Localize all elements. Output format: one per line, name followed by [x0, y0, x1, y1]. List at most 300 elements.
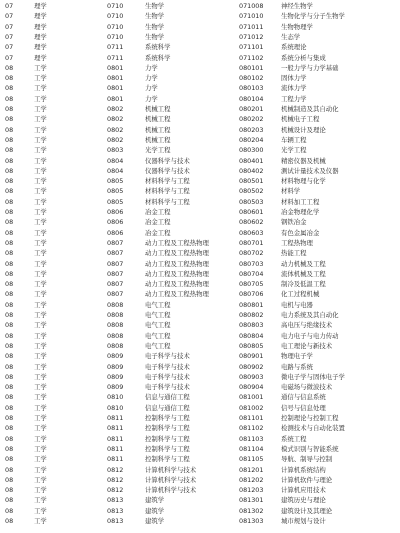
second-level-name-cell: 高电压与绝缘技术	[281, 321, 333, 330]
first-level-name-cell: 电子科学与技术	[145, 383, 190, 392]
category-name-cell: 工学	[34, 218, 47, 227]
second-level-code-cell: 080801	[239, 300, 264, 309]
category-name-cell: 工学	[34, 280, 47, 289]
second-level-code-cell: 080203	[239, 125, 264, 134]
category-code-cell: 08	[5, 424, 14, 433]
category-name-cell: 工学	[34, 300, 47, 309]
second-level-name-cell: 一般力学与力学基础	[281, 63, 339, 72]
first-level-code-cell: 0809	[107, 352, 124, 361]
first-level-code-cell: 0803	[107, 146, 124, 155]
category-code-cell: 08	[5, 177, 14, 186]
first-level-name-cell: 计算机科学与技术	[145, 475, 197, 484]
category-code-cell: 08	[5, 341, 14, 350]
first-level-code-cell: 0805	[107, 177, 124, 186]
first-level-code-cell: 0813	[107, 517, 124, 525]
category-code-cell: 08	[5, 290, 14, 299]
first-level-name-cell: 力学	[145, 63, 158, 72]
category-code-cell: 08	[5, 105, 14, 113]
category-code-cell: 08	[5, 156, 14, 165]
category-name-cell: 工学	[34, 465, 47, 474]
second-level-name-cell: 电工理论与新技术	[281, 341, 333, 350]
second-level-name-cell: 信号与信息处理	[281, 403, 326, 412]
category-code-cell: 08	[5, 331, 14, 340]
first-level-code-cell: 0811	[107, 444, 124, 453]
second-level-name-cell: 城市规划与设计	[281, 517, 326, 525]
first-level-name-cell: 动力工程及工程热物理	[145, 249, 209, 258]
second-level-name-cell: 机械电子工程	[281, 115, 320, 124]
second-level-code-cell: 071011	[239, 22, 264, 31]
second-level-name-cell: 工程热物理	[281, 238, 313, 247]
second-level-name-cell: 精密仪器及机械	[281, 156, 326, 165]
first-level-name-cell: 建筑学	[145, 496, 165, 505]
second-level-code-cell: 080204	[239, 135, 264, 144]
first-level-code-cell: 0802	[107, 125, 124, 134]
second-level-code-cell: 080503	[239, 197, 264, 206]
second-level-code-cell: 080701	[239, 238, 264, 247]
first-level-code-cell: 0710	[107, 2, 124, 10]
second-level-name-cell: 固体力学	[281, 74, 307, 83]
first-level-name-cell: 信息与通信工程	[145, 393, 190, 402]
table-row	[0, 516, 400, 528]
first-level-code-cell: 0811	[107, 414, 124, 422]
second-level-code-cell: 080401	[239, 156, 264, 165]
second-level-code-cell: 071012	[239, 32, 264, 41]
second-level-name-cell: 机械设计及理论	[281, 125, 326, 134]
second-level-code-cell: 081105	[239, 455, 264, 464]
category-name-cell: 工学	[34, 197, 47, 206]
first-level-code-cell: 0808	[107, 331, 124, 340]
category-name-cell: 理学	[34, 12, 47, 21]
category-code-cell: 08	[5, 187, 14, 196]
category-name-cell: 工学	[34, 383, 47, 392]
second-level-name-cell: 通信与信息系统	[281, 393, 326, 402]
second-level-name-cell: 计算机软件与理论	[281, 475, 333, 484]
second-level-code-cell: 081002	[239, 403, 264, 412]
first-level-code-cell: 0807	[107, 280, 124, 289]
category-code-cell: 08	[5, 94, 14, 103]
category-name-cell: 工学	[34, 135, 47, 144]
first-level-name-cell: 动力工程及工程热物理	[145, 269, 209, 278]
first-level-name-cell: 控制科学与工程	[145, 414, 190, 422]
first-level-code-cell: 0807	[107, 249, 124, 258]
second-level-name-cell: 计算机系统结构	[281, 465, 326, 474]
category-code-cell: 07	[5, 32, 14, 41]
second-level-name-cell: 检测技术与自动化装置	[281, 424, 345, 433]
category-name-cell: 工学	[34, 424, 47, 433]
first-level-code-cell: 0710	[107, 12, 124, 21]
second-level-name-cell: 生物物理学	[281, 22, 313, 31]
category-name-cell: 工学	[34, 393, 47, 402]
category-name-cell: 工学	[34, 259, 47, 268]
first-level-code-cell: 0711	[107, 53, 124, 62]
category-name-cell: 工学	[34, 455, 47, 464]
first-level-code-cell: 0801	[107, 74, 124, 83]
category-name-cell: 理学	[34, 32, 47, 41]
first-level-code-cell: 0810	[107, 393, 124, 402]
first-level-name-cell: 动力工程及工程热物理	[145, 238, 209, 247]
second-level-code-cell: 080805	[239, 341, 264, 350]
category-name-cell: 工学	[34, 63, 47, 72]
first-level-name-cell: 电气工程	[145, 321, 171, 330]
category-code-cell: 08	[5, 444, 14, 453]
first-level-code-cell: 0812	[107, 486, 124, 495]
category-code-cell: 08	[5, 372, 14, 381]
second-level-name-cell: 电力系统及其自动化	[281, 311, 339, 319]
category-code-cell: 08	[5, 506, 14, 515]
first-level-code-cell: 0802	[107, 135, 124, 144]
second-level-code-cell: 080101	[239, 63, 264, 72]
first-level-name-cell: 电气工程	[145, 341, 171, 350]
second-level-code-cell: 080201	[239, 105, 264, 113]
second-level-name-cell: 模式识别与智能系统	[281, 444, 339, 453]
category-code-cell: 08	[5, 249, 14, 258]
second-level-name-cell: 系统工程	[281, 434, 307, 443]
first-level-code-cell: 0808	[107, 311, 124, 319]
category-code-cell: 08	[5, 197, 14, 206]
first-level-code-cell: 0811	[107, 424, 124, 433]
second-level-code-cell: 081201	[239, 465, 264, 474]
category-code-cell: 08	[5, 84, 14, 93]
first-level-code-cell: 0808	[107, 341, 124, 350]
category-code-cell: 08	[5, 125, 14, 134]
category-code-cell: 08	[5, 362, 14, 371]
first-level-code-cell: 0808	[107, 300, 124, 309]
category-code-cell: 07	[5, 43, 14, 52]
category-code-cell: 08	[5, 280, 14, 289]
second-level-name-cell: 材料物理与化学	[281, 177, 326, 186]
first-level-code-cell: 0810	[107, 403, 124, 412]
category-name-cell: 工学	[34, 486, 47, 495]
category-name-cell: 工学	[34, 94, 47, 103]
first-level-name-cell: 电子科学与技术	[145, 362, 190, 371]
category-code-cell: 08	[5, 486, 14, 495]
first-level-name-cell: 电子科学与技术	[145, 372, 190, 381]
category-code-cell: 08	[5, 238, 14, 247]
first-level-code-cell: 0806	[107, 218, 124, 227]
category-name-cell: 工学	[34, 74, 47, 83]
second-level-code-cell: 080804	[239, 331, 264, 340]
category-code-cell: 07	[5, 53, 14, 62]
second-level-code-cell: 071101	[239, 43, 264, 52]
second-level-name-cell: 系统理论	[281, 43, 307, 52]
first-level-code-cell: 0710	[107, 22, 124, 31]
category-name-cell: 工学	[34, 372, 47, 381]
category-name-cell: 理学	[34, 43, 47, 52]
second-level-code-cell: 080704	[239, 269, 264, 278]
second-level-code-cell: 080904	[239, 383, 264, 392]
category-name-cell: 工学	[34, 238, 47, 247]
category-name-cell: 工学	[34, 228, 47, 237]
first-level-name-cell: 信息与通信工程	[145, 403, 190, 412]
second-level-code-cell: 081102	[239, 424, 264, 433]
first-level-code-cell: 0801	[107, 94, 124, 103]
category-name-cell: 工学	[34, 321, 47, 330]
category-name-cell: 理学	[34, 2, 47, 10]
first-level-name-cell: 冶金工程	[145, 218, 171, 227]
first-level-code-cell: 0807	[107, 238, 124, 247]
second-level-name-cell: 钢铁冶金	[281, 218, 307, 227]
first-level-code-cell: 0812	[107, 475, 124, 484]
category-code-cell: 08	[5, 352, 14, 361]
category-code-cell: 08	[5, 63, 14, 72]
second-level-code-cell: 080803	[239, 321, 264, 330]
first-level-name-cell: 仪器科学与技术	[145, 166, 190, 175]
first-level-name-cell: 电气工程	[145, 300, 171, 309]
second-level-name-cell: 物理电子学	[281, 352, 313, 361]
first-level-name-cell: 电气工程	[145, 311, 171, 319]
second-level-name-cell: 材料学	[281, 187, 301, 196]
first-level-name-cell: 生物学	[145, 22, 165, 31]
first-level-name-cell: 系统科学	[145, 53, 171, 62]
category-name-cell: 工学	[34, 341, 47, 350]
second-level-name-cell: 机械制造及其自动化	[281, 105, 339, 113]
category-name-cell: 工学	[34, 362, 47, 371]
second-level-name-cell: 化工过程机械	[281, 290, 320, 299]
first-level-name-cell: 控制科学与工程	[145, 424, 190, 433]
category-name-cell: 工学	[34, 105, 47, 113]
second-level-code-cell: 080802	[239, 311, 264, 319]
category-name-cell: 工学	[34, 249, 47, 258]
category-name-cell: 工学	[34, 115, 47, 124]
second-level-name-cell: 有色金属冶金	[281, 228, 320, 237]
first-level-code-cell: 0804	[107, 166, 124, 175]
first-level-name-cell: 建筑学	[145, 517, 165, 525]
category-code-cell: 08	[5, 259, 14, 268]
first-level-name-cell: 动力工程及工程热物理	[145, 259, 209, 268]
first-level-code-cell: 0809	[107, 383, 124, 392]
first-level-code-cell: 0807	[107, 269, 124, 278]
category-code-cell: 07	[5, 2, 14, 10]
second-level-name-cell: 建筑历史与理论	[281, 496, 326, 505]
second-level-code-cell: 081302	[239, 506, 264, 515]
first-level-name-cell: 冶金工程	[145, 228, 171, 237]
second-level-code-cell: 081104	[239, 444, 264, 453]
first-level-name-cell: 机械工程	[145, 105, 171, 113]
first-level-name-cell: 系统科学	[145, 43, 171, 52]
category-code-cell: 08	[5, 475, 14, 484]
first-level-code-cell: 0811	[107, 455, 124, 464]
second-level-code-cell: 080300	[239, 146, 264, 155]
first-level-name-cell: 仪器科学与技术	[145, 156, 190, 165]
second-level-name-cell: 测试计量技术及仪器	[281, 166, 339, 175]
category-code-cell: 08	[5, 74, 14, 83]
category-name-cell: 工学	[34, 496, 47, 505]
category-code-cell: 08	[5, 208, 14, 216]
second-level-code-cell: 081001	[239, 393, 264, 402]
category-code-cell: 08	[5, 496, 14, 505]
second-level-code-cell: 080601	[239, 208, 264, 216]
second-level-code-cell: 081101	[239, 414, 264, 422]
category-name-cell: 理学	[34, 22, 47, 31]
second-level-name-cell: 计算机应用技术	[281, 486, 326, 495]
second-level-name-cell: 建筑设计及其理论	[281, 506, 333, 515]
first-level-name-cell: 电子科学与技术	[145, 352, 190, 361]
first-level-name-cell: 机械工程	[145, 135, 171, 144]
second-level-name-cell: 电路与系统	[281, 362, 313, 371]
category-name-cell: 工学	[34, 125, 47, 134]
second-level-code-cell: 081203	[239, 486, 264, 495]
first-level-code-cell: 0802	[107, 105, 124, 113]
second-level-name-cell: 车辆工程	[281, 135, 307, 144]
category-name-cell: 工学	[34, 84, 47, 93]
second-level-code-cell: 080903	[239, 372, 264, 381]
category-name-cell: 理学	[34, 53, 47, 62]
second-level-code-cell: 080706	[239, 290, 264, 299]
second-level-code-cell: 081103	[239, 434, 264, 443]
second-level-name-cell: 热能工程	[281, 249, 307, 258]
first-level-code-cell: 0805	[107, 187, 124, 196]
second-level-code-cell: 080702	[239, 249, 264, 258]
first-level-name-cell: 计算机科学与技术	[145, 465, 197, 474]
second-level-code-cell: 080103	[239, 84, 264, 93]
first-level-name-cell: 冶金工程	[145, 208, 171, 216]
second-level-code-cell: 080901	[239, 352, 264, 361]
first-level-code-cell: 0806	[107, 208, 124, 216]
category-code-cell: 08	[5, 321, 14, 330]
second-level-name-cell: 工程力学	[281, 94, 307, 103]
category-code-cell: 08	[5, 403, 14, 412]
second-level-name-cell: 电机与电器	[281, 300, 313, 309]
first-level-name-cell: 材料科学与工程	[145, 187, 190, 196]
category-name-cell: 工学	[34, 156, 47, 165]
first-level-code-cell: 0805	[107, 197, 124, 206]
first-level-name-cell: 机械工程	[145, 115, 171, 124]
second-level-name-cell: 电磁场与微波技术	[281, 383, 333, 392]
second-level-name-cell: 微电子学与固体电子学	[281, 372, 345, 381]
first-level-code-cell: 0807	[107, 259, 124, 268]
first-level-name-cell: 动力工程及工程热物理	[145, 290, 209, 299]
category-name-cell: 工学	[34, 208, 47, 216]
category-name-cell: 工学	[34, 290, 47, 299]
second-level-name-cell: 动力机械及工程	[281, 259, 326, 268]
first-level-code-cell: 0806	[107, 228, 124, 237]
first-level-code-cell: 0808	[107, 321, 124, 330]
category-name-cell: 工学	[34, 517, 47, 525]
category-name-cell: 工学	[34, 269, 47, 278]
first-level-name-cell: 计算机科学与技术	[145, 486, 197, 495]
second-level-name-cell: 生态学	[281, 32, 301, 41]
second-level-code-cell: 080902	[239, 362, 264, 371]
first-level-name-cell: 力学	[145, 94, 158, 103]
first-level-code-cell: 0813	[107, 496, 124, 505]
category-name-cell: 工学	[34, 166, 47, 175]
category-code-cell: 08	[5, 465, 14, 474]
second-level-code-cell: 081303	[239, 517, 264, 525]
category-code-cell: 08	[5, 135, 14, 144]
second-level-name-cell: 流体机械及工程	[281, 269, 326, 278]
category-code-cell: 08	[5, 434, 14, 443]
second-level-code-cell: 080402	[239, 166, 264, 175]
second-level-code-cell: 081202	[239, 475, 264, 484]
second-level-name-cell: 冶金物理化学	[281, 208, 320, 216]
category-code-cell: 08	[5, 146, 14, 155]
first-level-code-cell: 0813	[107, 506, 124, 515]
category-name-cell: 工学	[34, 187, 47, 196]
category-code-cell: 08	[5, 311, 14, 319]
first-level-code-cell: 0801	[107, 84, 124, 93]
category-code-cell: 08	[5, 228, 14, 237]
category-name-cell: 工学	[34, 475, 47, 484]
first-level-name-cell: 生物学	[145, 12, 165, 21]
second-level-code-cell: 071008	[239, 2, 264, 10]
category-code-cell: 07	[5, 12, 14, 21]
first-level-name-cell: 生物学	[145, 32, 165, 41]
first-level-code-cell: 0812	[107, 465, 124, 474]
second-level-name-cell: 制冷及低温工程	[281, 280, 326, 289]
first-level-code-cell: 0809	[107, 362, 124, 371]
category-code-cell: 08	[5, 383, 14, 392]
second-level-code-cell: 080202	[239, 115, 264, 124]
second-level-code-cell: 080102	[239, 74, 264, 83]
second-level-name-cell: 控制理论与控制工程	[281, 414, 339, 422]
first-level-code-cell: 0710	[107, 32, 124, 41]
category-code-cell: 07	[5, 22, 14, 31]
first-level-code-cell: 0711	[107, 43, 124, 52]
first-level-name-cell: 材料科学与工程	[145, 177, 190, 186]
category-name-cell: 工学	[34, 177, 47, 186]
second-level-code-cell: 080501	[239, 177, 264, 186]
second-level-code-cell: 071102	[239, 53, 264, 62]
first-level-code-cell: 0811	[107, 434, 124, 443]
second-level-code-cell: 081301	[239, 496, 264, 505]
second-level-name-cell: 系统分析与集成	[281, 53, 326, 62]
category-name-cell: 工学	[34, 311, 47, 319]
category-name-cell: 工学	[34, 444, 47, 453]
first-level-code-cell: 0804	[107, 156, 124, 165]
category-code-cell: 08	[5, 300, 14, 309]
second-level-name-cell: 电力电子与电力传动	[281, 331, 339, 340]
category-code-cell: 08	[5, 414, 14, 422]
category-code-cell: 08	[5, 269, 14, 278]
first-level-name-cell: 电气工程	[145, 331, 171, 340]
first-level-name-cell: 光学工程	[145, 146, 171, 155]
category-name-cell: 工学	[34, 434, 47, 443]
first-level-code-cell: 0802	[107, 115, 124, 124]
first-level-name-cell: 控制科学与工程	[145, 455, 190, 464]
category-name-cell: 工学	[34, 331, 47, 340]
first-level-name-cell: 生物学	[145, 2, 165, 10]
category-code-cell: 08	[5, 455, 14, 464]
first-level-name-cell: 机械工程	[145, 125, 171, 134]
first-level-name-cell: 控制科学与工程	[145, 444, 190, 453]
second-level-code-cell: 080703	[239, 259, 264, 268]
second-level-code-cell: 080104	[239, 94, 264, 103]
second-level-code-cell: 080705	[239, 280, 264, 289]
second-level-code-cell: 071010	[239, 12, 264, 21]
category-name-cell: 工学	[34, 146, 47, 155]
category-code-cell: 08	[5, 218, 14, 227]
category-code-cell: 08	[5, 517, 14, 525]
first-level-name-cell: 建筑学	[145, 506, 165, 515]
category-name-cell: 工学	[34, 352, 47, 361]
first-level-name-cell: 材料科学与工程	[145, 197, 190, 206]
category-name-cell: 工学	[34, 506, 47, 515]
first-level-name-cell: 控制科学与工程	[145, 434, 190, 443]
first-level-name-cell: 动力工程及工程热物理	[145, 280, 209, 289]
first-level-name-cell: 力学	[145, 84, 158, 93]
first-level-name-cell: 力学	[145, 74, 158, 83]
second-level-name-cell: 神经生物学	[281, 2, 313, 10]
category-code-cell: 08	[5, 166, 14, 175]
second-level-name-cell: 流体力学	[281, 84, 307, 93]
category-code-cell: 08	[5, 393, 14, 402]
first-level-code-cell: 0801	[107, 63, 124, 72]
first-level-code-cell: 0807	[107, 290, 124, 299]
second-level-name-cell: 光学工程	[281, 146, 307, 155]
category-code-cell: 08	[5, 115, 14, 124]
second-level-name-cell: 生物化学与分子生物学	[281, 12, 345, 21]
first-level-code-cell: 0809	[107, 372, 124, 381]
